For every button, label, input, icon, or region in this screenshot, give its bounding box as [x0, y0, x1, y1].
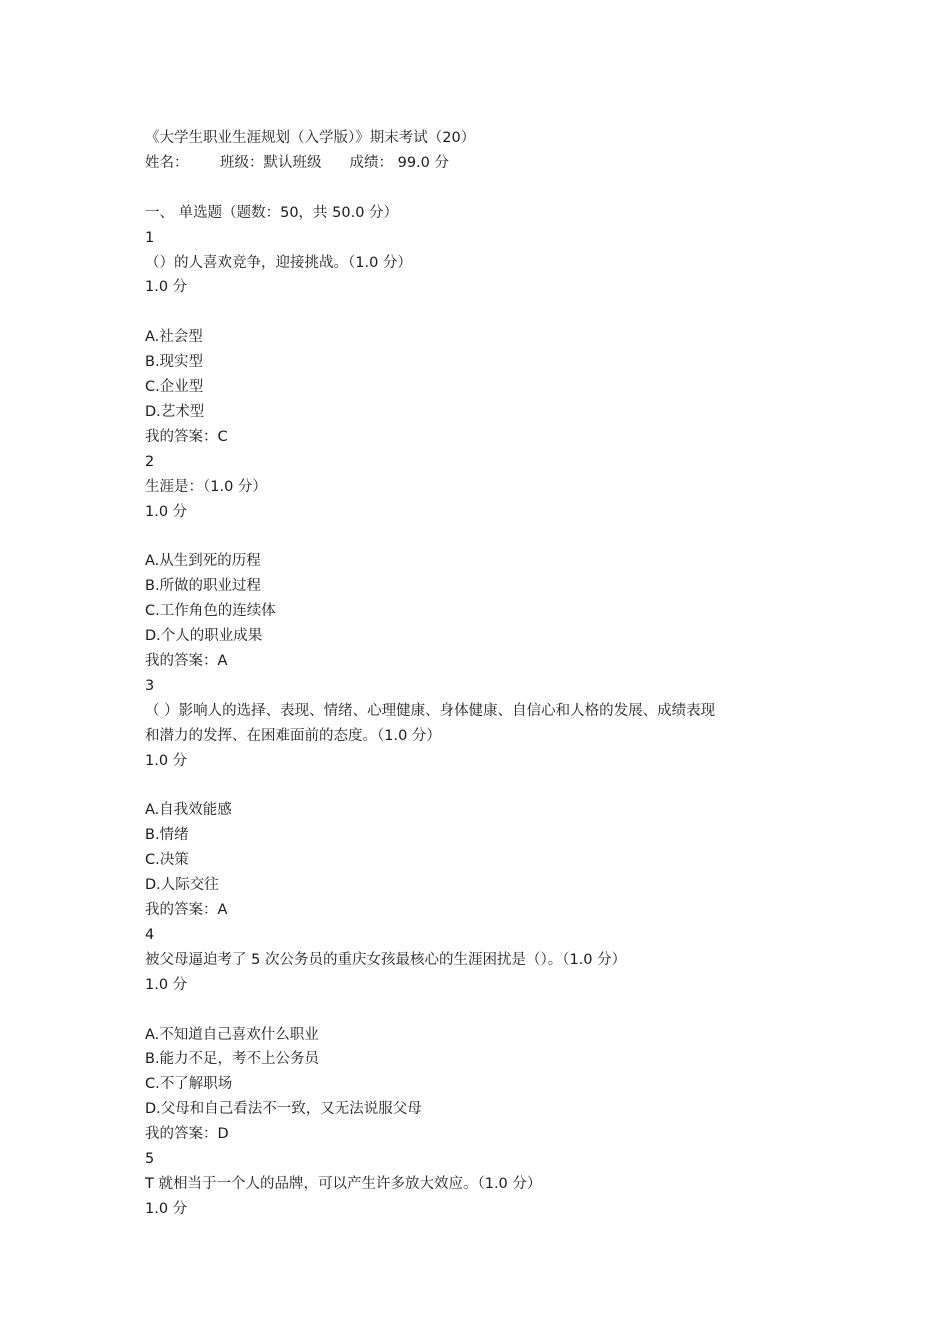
my-answer: 我的答案：A — [145, 902, 228, 919]
my-answer: 我的答案：A — [145, 652, 228, 669]
option-b: B.能力不足，考不上公务员 — [145, 1051, 320, 1068]
class-label: 班级：默认班级 — [220, 154, 322, 171]
my-answer: 我的答案：C — [145, 428, 228, 445]
my-answer: 我的答案：D — [145, 1126, 229, 1143]
option-d: D.人际交往 — [145, 877, 219, 894]
option-d: D.艺术型 — [145, 403, 205, 420]
exam-document — [145, 126, 825, 1222]
question-block — [145, 226, 825, 450]
spacer — [145, 176, 825, 201]
spacer — [145, 998, 825, 1023]
option-a: A.不知道自己喜欢什么职业 — [145, 1026, 319, 1043]
name-label: 姓名： — [145, 154, 189, 171]
question-score: 1.0 分 — [145, 976, 188, 993]
option-a: A.从生到死的历程 — [145, 553, 261, 570]
option-a: A.社会型 — [145, 329, 203, 346]
question-block — [145, 923, 825, 1147]
question-number: 4 — [145, 926, 155, 943]
question-score: 1.0 分 — [145, 752, 188, 769]
question-score: 1.0 分 — [145, 279, 188, 296]
question-number: 1 — [145, 229, 155, 246]
score-label: 成绩： — [349, 154, 393, 171]
option-b: B.所做的职业过程 — [145, 578, 262, 595]
question-text: （）的人喜欢竞争，迎接挑战。（1.0 分） — [145, 254, 412, 271]
spacer — [145, 774, 825, 799]
option-d: D.个人的职业成果 — [145, 628, 263, 645]
section-heading: 一、 单选题（题数：50，共 50.0 分） — [145, 204, 399, 221]
score-value: 99.0 分 — [397, 154, 450, 171]
option-b: B.情绪 — [145, 827, 189, 844]
question-score: 1.0 分 — [145, 1200, 188, 1217]
question-text: 被父母逼迫考了 5 次公务员的重庆女孩最核心的生涯困扰是（）。（1.0 分） — [145, 951, 627, 968]
question-text-line-2: 和潜力的发挥、在困难面前的态度。（1.0 分） — [145, 727, 441, 744]
question-text: T 就相当于一个人的品牌，可以产生许多放大效应。（1.0 分） — [145, 1175, 542, 1192]
option-c: C.不了解职场 — [145, 1076, 233, 1093]
option-c: C.决策 — [145, 852, 189, 869]
spacer — [145, 300, 825, 325]
question-block — [145, 674, 825, 923]
question-number: 2 — [145, 453, 155, 470]
option-a: A.自我效能感 — [145, 802, 232, 819]
question-number: 3 — [145, 677, 155, 694]
option-c: C.工作角色的连续体 — [145, 603, 276, 620]
option-c: C.企业型 — [145, 379, 204, 396]
option-d: D.父母和自己看法不一致，又无法说服父母 — [145, 1101, 422, 1118]
question-number: 5 — [145, 1151, 155, 1168]
spacer — [145, 524, 825, 549]
question-text-line-1: （ ）影响人的选择、表现、情绪、心理健康、身体健康、自信心和人格的发展、成绩表现 — [145, 702, 716, 719]
question-text: 生涯是：（1.0 分） — [145, 478, 267, 495]
student-info-row — [145, 151, 825, 176]
option-b: B.现实型 — [145, 354, 204, 371]
question-block — [145, 450, 825, 674]
document-title: 《大学生职业生涯规划（入学版）》期末考试（20） — [145, 130, 476, 146]
question-block — [145, 1147, 825, 1222]
question-score: 1.0 分 — [145, 503, 188, 520]
